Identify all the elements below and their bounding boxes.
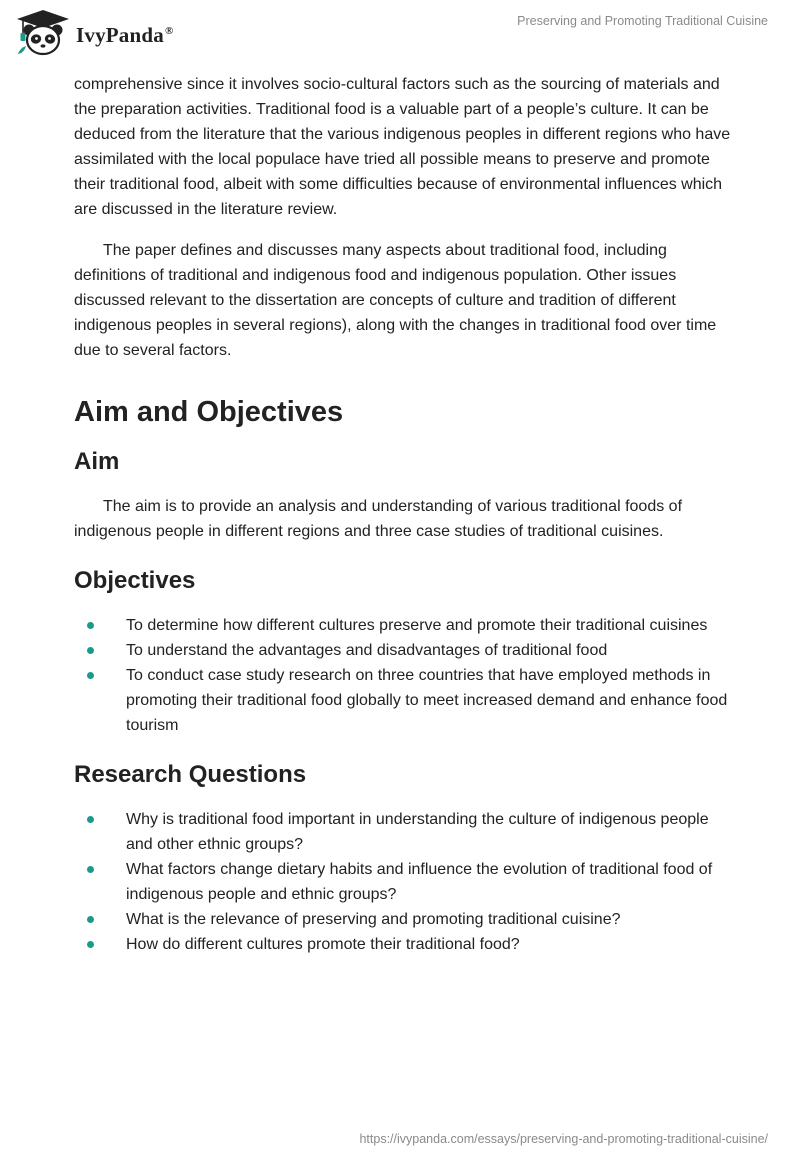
- list-item: To understand the advantages and disadvantages of traditional food: [74, 638, 734, 663]
- aim-paragraph: The aim is to provide an analysis and understanding of various traditional foods of indigenous people in different regions and three case studies of traditional cuisines.: [74, 498, 683, 540]
- brand-name: IvyPanda®: [76, 22, 174, 47]
- list-item: To determine how different cultures preserve and promote their traditional cuisines: [74, 613, 734, 638]
- ivypanda-logo[interactable]: [14, 8, 173, 58]
- list-item: What is the relevance of preserving and promoting traditional cuisine?: [74, 907, 734, 932]
- list-item: What factors change dietary habits and influence the evolution of traditional food of indigenous people and ethnic groups?: [74, 857, 734, 907]
- list-item: To conduct case study research on three countries that have employed methods in promoting their traditional food globally to meet increased demand and enhance food tourism: [74, 663, 734, 738]
- bullet-icon: [87, 941, 94, 948]
- section-title: Aim and Objectives: [74, 396, 344, 428]
- body-paragraph: The paper defines and discusses many aspects about traditional food, including definitions of traditional and indigenous food and indigenous population. Other issues discussed relevant to the dissertation are concepts of culture and tradition of different indigenous peoples in several regions), along with the changes in traditional food over time due to several factors.: [74, 242, 717, 359]
- objectives-heading: Objectives: [74, 567, 196, 594]
- running-title: Preserving and Promoting Traditional Cuisine: [517, 14, 768, 28]
- bullet-icon: [87, 622, 94, 629]
- list-item: How do different cultures promote their traditional food?: [74, 932, 734, 957]
- bullet-icon: [87, 647, 94, 654]
- panda-graduate-icon: [14, 8, 72, 58]
- body-paragraph: comprehensive since it involves socio-cultural factors such as the sourcing of materials and the preparation activities. Traditional food is a valuable part of a people’s culture. It can be deduced from the literature that the various indigenous peoples in different regions who have assimilated with the local populace have tried all possible means to preserve and promote their traditional food, albeit with some difficulties because of environmental influences which are discussed in the literature review.: [74, 76, 731, 218]
- objectives-list: [74, 613, 734, 738]
- bullet-icon: [87, 816, 94, 823]
- bullet-icon: [87, 916, 94, 923]
- list-item: Why is traditional food important in understanding the culture of indigenous people and other ethnic groups?: [74, 807, 734, 857]
- research-questions-heading: Research Questions: [74, 761, 307, 788]
- aim-heading: Aim: [74, 448, 120, 475]
- source-url[interactable]: https://ivypanda.com/essays/preserving-and-promoting-traditional-cuisine/: [359, 1132, 768, 1146]
- document-body: [74, 72, 734, 957]
- bullet-icon: [87, 866, 94, 873]
- page-header: [0, 0, 800, 64]
- research-questions-list: [74, 807, 734, 957]
- bullet-icon: [87, 672, 94, 679]
- registered-mark: ®: [164, 24, 174, 37]
